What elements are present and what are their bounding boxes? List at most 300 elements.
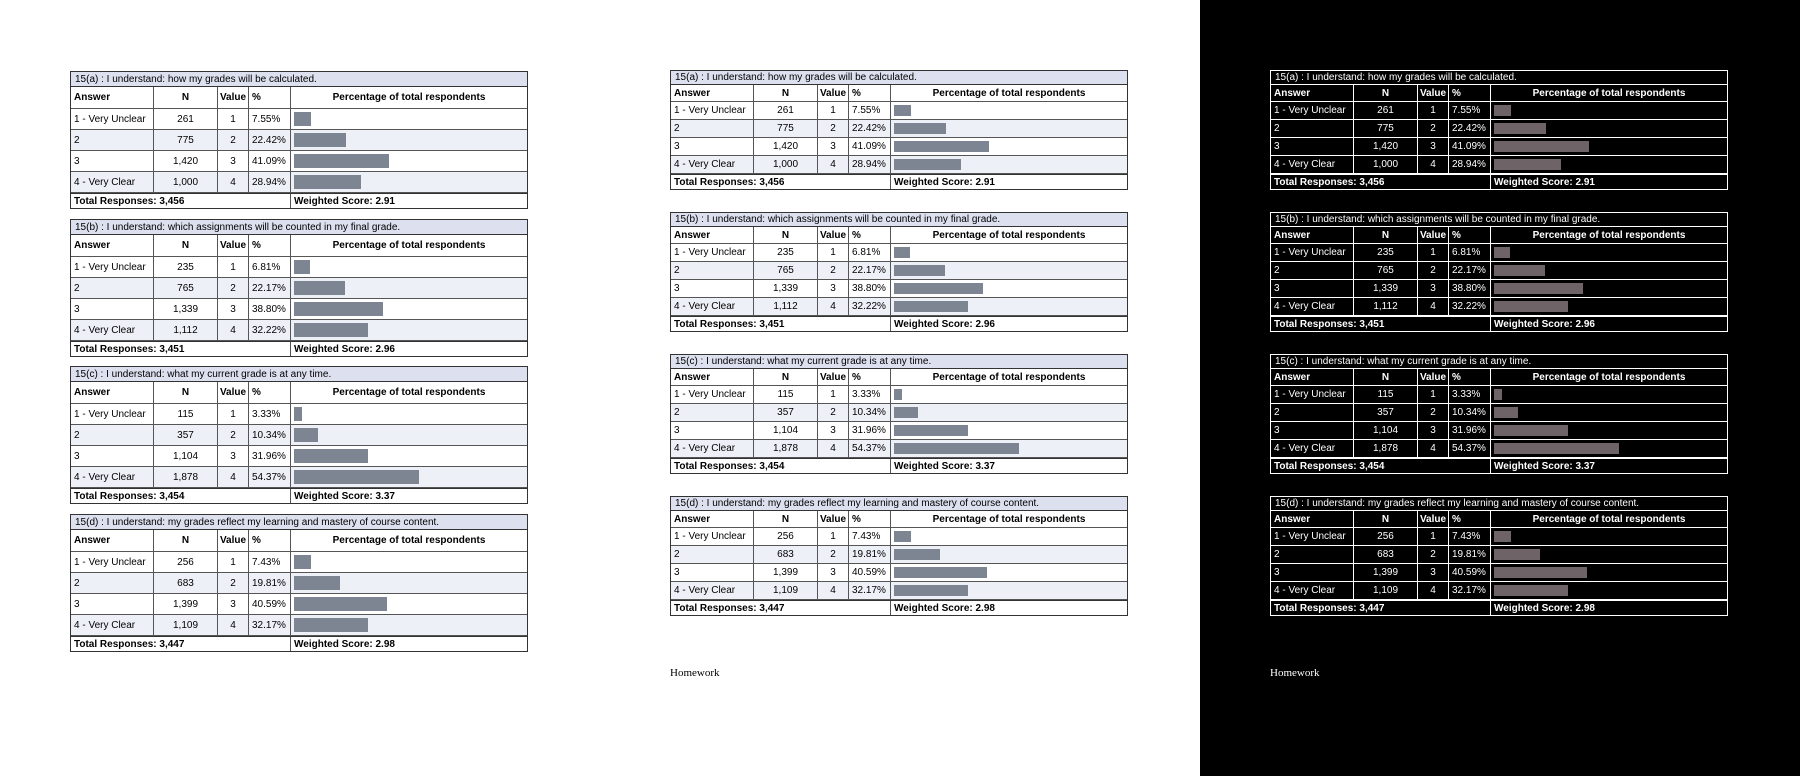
answer-cell: 1 - Very Unclear: [1271, 386, 1354, 403]
column-header: N: [154, 87, 218, 108]
value-cell: 4: [818, 440, 849, 457]
count-cell: 775: [754, 120, 818, 137]
column-header: Value: [1418, 227, 1449, 243]
column-header: Percentage of total respondents: [332, 535, 486, 546]
count-cell: 765: [1354, 262, 1418, 279]
percent-bar: [294, 154, 389, 168]
total-row: [1271, 174, 1727, 189]
column-header: N: [154, 382, 218, 403]
answer-cell: 2: [71, 573, 154, 593]
answer-cell: 4 - Very Clear: [71, 615, 154, 635]
percent-cell: 54.37%: [249, 467, 291, 487]
percent-bar: [894, 105, 911, 117]
value-cell: 1: [818, 244, 849, 261]
column-header: Value: [818, 227, 849, 243]
percent-cell: 40.59%: [1449, 564, 1491, 581]
value-cell: 3: [1418, 280, 1449, 297]
count-cell: 1,109: [754, 582, 818, 599]
value-cell: 1: [218, 257, 249, 277]
percent-bar: [894, 141, 989, 153]
table-row: [671, 528, 1127, 546]
column-header: Percentage of total respondents: [932, 513, 1086, 525]
count-cell: 1,112: [1354, 298, 1418, 315]
percent-bar: [294, 407, 302, 421]
answer-cell: 1 - Very Unclear: [1271, 244, 1354, 261]
column-header: Value: [818, 369, 849, 385]
percent-bar-cell: [891, 404, 1127, 421]
percent-cell: 7.43%: [249, 552, 291, 572]
table-caption: 15(d) : I understand: my grades reflect my learning and mastery of course content.: [71, 515, 527, 530]
column-header: N: [154, 235, 218, 256]
count-cell: 357: [154, 425, 218, 445]
percent-bar-cell: [291, 320, 527, 340]
percent-bar: [894, 283, 983, 295]
table-row: [71, 446, 527, 467]
percent-bar: [1494, 247, 1510, 259]
count-cell: 683: [154, 573, 218, 593]
table-caption: 15(c) : I understand: what my current grade is at any time.: [71, 367, 527, 382]
survey-table: [1270, 354, 1728, 474]
answer-cell: 2: [671, 546, 754, 563]
answer-cell: 4 - Very Clear: [71, 320, 154, 340]
percent-bar-cell: [291, 278, 527, 298]
percent-bar: [294, 597, 387, 611]
percent-bar-cell: [1491, 440, 1727, 457]
percent-bar: [1494, 567, 1587, 579]
column-header: %: [1449, 85, 1491, 101]
column-header: Percentage of total respondents: [1532, 87, 1686, 99]
count-cell: 357: [1354, 404, 1418, 421]
table-caption: 15(a) : I understand: how my grades will be calculated.: [71, 72, 527, 87]
percent-bar-cell: [291, 615, 527, 635]
percent-bar: [1494, 549, 1540, 561]
table-row: [671, 582, 1127, 600]
table-row: [671, 102, 1127, 120]
answer-cell: 4 - Very Clear: [671, 440, 754, 457]
table-row: [671, 262, 1127, 280]
percent-cell: 54.37%: [849, 440, 891, 457]
percent-cell: 32.22%: [249, 320, 291, 340]
percent-bar-cell: [291, 467, 527, 487]
table-row: [1271, 262, 1727, 280]
survey-table: [1270, 212, 1728, 332]
count-cell: 357: [754, 404, 818, 421]
percent-bar-cell: [891, 298, 1127, 315]
count-cell: 765: [754, 262, 818, 279]
table-caption: 15(b) : I understand: which assignments will be counted in my final grade.: [1271, 213, 1727, 227]
count-cell: 1,112: [154, 320, 218, 340]
table-header-row: [71, 382, 527, 404]
value-cell: 4: [1418, 582, 1449, 599]
count-cell: 261: [1354, 102, 1418, 119]
column-header: Answer: [1271, 227, 1354, 243]
value-cell: 4: [1418, 440, 1449, 457]
table-row: [671, 280, 1127, 298]
table-row: [1271, 138, 1727, 156]
percent-bar-cell: [1491, 582, 1727, 599]
total-row: [671, 316, 1127, 331]
percent-cell: 10.34%: [1449, 404, 1491, 421]
percent-bar-cell: [1491, 528, 1727, 545]
count-cell: 775: [1354, 120, 1418, 137]
total-row: [71, 488, 527, 503]
percent-bar: [1494, 531, 1511, 543]
table-row: [1271, 564, 1727, 582]
survey-table: [70, 366, 528, 504]
percent-bar: [894, 425, 968, 437]
answer-cell: 1 - Very Unclear: [71, 109, 154, 129]
percent-bar-cell: [1491, 564, 1727, 581]
survey-table: [670, 70, 1128, 190]
value-cell: 2: [818, 546, 849, 563]
value-cell: 1: [218, 552, 249, 572]
count-cell: 1,420: [1354, 138, 1418, 155]
percent-cell: 3.33%: [849, 386, 891, 403]
table-row: [1271, 422, 1727, 440]
percent-cell: 41.09%: [1449, 138, 1491, 155]
column-header: N: [1354, 85, 1418, 101]
survey-table: [1270, 70, 1728, 190]
column-header: Percentage of total respondents: [932, 87, 1086, 99]
percent-bar-cell: [291, 172, 527, 192]
column-header: Value: [1418, 369, 1449, 385]
answer-cell: 1 - Very Unclear: [671, 244, 754, 261]
table-row: [671, 546, 1127, 564]
percent-bar-cell: [891, 440, 1127, 457]
count-cell: 1,339: [1354, 280, 1418, 297]
value-cell: 4: [1418, 298, 1449, 315]
answer-cell: 2: [1271, 120, 1354, 137]
column-header: %: [1449, 227, 1491, 243]
percent-bar: [294, 576, 340, 590]
percent-cell: 38.80%: [849, 280, 891, 297]
table-header-row: [671, 511, 1127, 528]
percent-cell: 10.34%: [849, 404, 891, 421]
table-header-row: [671, 85, 1127, 102]
column-header: Percentage of total respondents: [1532, 371, 1686, 383]
percent-bar-cell: [291, 594, 527, 614]
total-responses: Total Responses: 3,456: [1271, 175, 1491, 189]
count-cell: 1,878: [154, 467, 218, 487]
column-header: Answer: [1271, 369, 1354, 385]
percent-bar: [294, 618, 368, 632]
count-cell: 261: [154, 109, 218, 129]
value-cell: 3: [1418, 138, 1449, 155]
percent-bar: [294, 260, 310, 274]
percent-bar-cell: [1491, 262, 1727, 279]
percent-bar: [1494, 141, 1589, 153]
percent-bar: [894, 123, 946, 135]
total-responses: Total Responses: 3,447: [671, 601, 891, 615]
percent-bar: [294, 323, 368, 337]
weighted-score: Weighted Score: 3.37: [894, 460, 995, 472]
value-cell: 3: [818, 564, 849, 581]
table-row: [671, 386, 1127, 404]
count-cell: 765: [154, 278, 218, 298]
weighted-score: Weighted Score: 2.96: [1494, 318, 1595, 330]
table-row: [671, 156, 1127, 174]
percent-bar-cell: [291, 109, 527, 129]
column-header: N: [154, 530, 218, 551]
percent-bar-cell: [891, 528, 1127, 545]
column-header: %: [249, 530, 291, 551]
survey-table: [670, 496, 1128, 616]
table-caption: 15(b) : I understand: which assignments will be counted in my final grade.: [671, 213, 1127, 227]
answer-cell: 3: [671, 422, 754, 439]
count-cell: 1,339: [154, 299, 218, 319]
column-header: Percentage of total respondents: [332, 240, 486, 251]
percent-bar-cell: [891, 244, 1127, 261]
percent-bar-cell: [291, 404, 527, 424]
percent-cell: 22.42%: [1449, 120, 1491, 137]
total-responses: Total Responses: 3,447: [71, 637, 291, 651]
count-cell: 1,339: [754, 280, 818, 297]
percent-bar: [294, 302, 383, 316]
table-row: [71, 109, 527, 130]
percent-bar-cell: [291, 425, 527, 445]
table-row: [71, 299, 527, 320]
table-row: [1271, 404, 1727, 422]
survey-table: [70, 71, 528, 209]
page-panel-dark: [1200, 0, 1800, 776]
answer-cell: 4 - Very Clear: [71, 172, 154, 192]
column-header: Answer: [671, 369, 754, 385]
page-footer-label: Homework: [670, 667, 720, 679]
column-header: Answer: [71, 87, 154, 108]
answer-cell: 3: [1271, 280, 1354, 297]
answer-cell: 3: [71, 151, 154, 171]
percent-bar: [1494, 585, 1568, 597]
total-row: [71, 193, 527, 208]
table-row: [671, 404, 1127, 422]
percent-cell: 3.33%: [249, 404, 291, 424]
column-header: %: [1449, 511, 1491, 527]
total-responses: Total Responses: 3,447: [1271, 601, 1491, 615]
column-header: %: [849, 85, 891, 101]
total-responses: Total Responses: 3,451: [71, 342, 291, 356]
table-header-row: [671, 369, 1127, 386]
answer-cell: 3: [71, 299, 154, 319]
value-cell: 1: [1418, 244, 1449, 261]
answer-cell: 2: [71, 278, 154, 298]
column-header: N: [1354, 369, 1418, 385]
value-cell: 3: [218, 151, 249, 171]
percent-cell: 41.09%: [249, 151, 291, 171]
percent-bar-cell: [1491, 120, 1727, 137]
percent-bar: [894, 159, 961, 171]
table-row: [1271, 440, 1727, 458]
table-row: [671, 120, 1127, 138]
count-cell: 1,399: [1354, 564, 1418, 581]
table-row: [671, 138, 1127, 156]
column-header: Percentage of total respondents: [932, 371, 1086, 383]
value-cell: 1: [1418, 102, 1449, 119]
page-panel-middle: [600, 0, 1200, 776]
percent-cell: 7.43%: [1449, 528, 1491, 545]
table-row: [1271, 386, 1727, 404]
total-responses: Total Responses: 3,454: [1271, 459, 1491, 473]
percent-bar: [894, 531, 911, 543]
answer-cell: 1 - Very Unclear: [71, 552, 154, 572]
table-row: [71, 573, 527, 594]
count-cell: 1,104: [1354, 422, 1418, 439]
value-cell: 2: [1418, 120, 1449, 137]
percent-cell: 31.96%: [249, 446, 291, 466]
total-responses: Total Responses: 3,454: [71, 489, 291, 503]
value-cell: 2: [818, 262, 849, 279]
column-header: Value: [218, 530, 249, 551]
percent-cell: 19.81%: [1449, 546, 1491, 563]
count-cell: 256: [1354, 528, 1418, 545]
percent-bar: [894, 265, 945, 277]
total-row: [71, 341, 527, 356]
percent-cell: 32.22%: [1449, 298, 1491, 315]
value-cell: 2: [818, 120, 849, 137]
percent-cell: 32.17%: [249, 615, 291, 635]
total-row: [1271, 316, 1727, 331]
column-header: N: [1354, 227, 1418, 243]
column-header: %: [249, 382, 291, 403]
percent-bar: [894, 567, 987, 579]
count-cell: 235: [754, 244, 818, 261]
table-caption: 15(a) : I understand: how my grades will be calculated.: [671, 71, 1127, 85]
answer-cell: 3: [71, 446, 154, 466]
percent-bar: [894, 585, 968, 597]
table-header-row: [1271, 369, 1727, 386]
percent-bar: [1494, 105, 1511, 117]
table-row: [671, 422, 1127, 440]
value-cell: 3: [1418, 422, 1449, 439]
value-cell: 4: [1418, 156, 1449, 173]
count-cell: 1,109: [1354, 582, 1418, 599]
weighted-score: Weighted Score: 2.98: [1494, 602, 1595, 614]
answer-cell: 1 - Very Unclear: [671, 528, 754, 545]
percent-bar: [294, 428, 318, 442]
answer-cell: 4 - Very Clear: [1271, 440, 1354, 457]
percent-cell: 54.37%: [1449, 440, 1491, 457]
table-row: [71, 594, 527, 615]
percent-cell: 7.55%: [249, 109, 291, 129]
percent-bar-cell: [891, 262, 1127, 279]
column-header: N: [754, 85, 818, 101]
value-cell: 2: [218, 425, 249, 445]
answer-cell: 4 - Very Clear: [671, 582, 754, 599]
answer-cell: 2: [671, 120, 754, 137]
answer-cell: 1 - Very Unclear: [671, 102, 754, 119]
column-header: Answer: [1271, 85, 1354, 101]
table-caption: 15(c) : I understand: what my current grade is at any time.: [671, 355, 1127, 369]
count-cell: 261: [754, 102, 818, 119]
percent-bar: [294, 281, 345, 295]
answer-cell: 3: [671, 564, 754, 581]
table-caption: 15(c) : I understand: what my current grade is at any time.: [1271, 355, 1727, 369]
count-cell: 1,420: [154, 151, 218, 171]
percent-bar: [1494, 265, 1545, 277]
percent-bar: [294, 449, 368, 463]
table-row: [1271, 120, 1727, 138]
table-header-row: [1271, 85, 1727, 102]
column-header: Percentage of total respondents: [332, 92, 486, 103]
percent-cell: 19.81%: [849, 546, 891, 563]
percent-cell: 41.09%: [849, 138, 891, 155]
percent-bar-cell: [291, 552, 527, 572]
answer-cell: 2: [671, 404, 754, 421]
value-cell: 1: [818, 102, 849, 119]
percent-cell: 7.55%: [1449, 102, 1491, 119]
answer-cell: 4 - Very Clear: [671, 156, 754, 173]
table-header-row: [1271, 227, 1727, 244]
count-cell: 1,420: [754, 138, 818, 155]
percent-bar: [294, 133, 346, 147]
percent-bar-cell: [891, 102, 1127, 119]
table-row: [71, 552, 527, 573]
survey-table: [670, 212, 1128, 332]
column-header: Percentage of total respondents: [932, 229, 1086, 241]
column-header: Percentage of total respondents: [1532, 513, 1686, 525]
answer-cell: 3: [1271, 564, 1354, 581]
percent-bar: [294, 175, 361, 189]
weighted-score: Weighted Score: 2.91: [1494, 176, 1595, 188]
table-row: [671, 244, 1127, 262]
page-panel-left: [0, 0, 600, 776]
percent-bar-cell: [891, 564, 1127, 581]
count-cell: 683: [1354, 546, 1418, 563]
column-header: Value: [818, 85, 849, 101]
percent-bar-cell: [891, 138, 1127, 155]
percent-bar-cell: [891, 386, 1127, 403]
value-cell: 3: [818, 422, 849, 439]
count-cell: 1,878: [1354, 440, 1418, 457]
answer-cell: 2: [671, 262, 754, 279]
percent-bar-cell: [291, 130, 527, 150]
percent-bar-cell: [891, 546, 1127, 563]
percent-bar-cell: [891, 422, 1127, 439]
table-header-row: [71, 530, 527, 552]
answer-cell: 3: [1271, 422, 1354, 439]
column-header: Answer: [671, 85, 754, 101]
table-row: [671, 440, 1127, 458]
percent-bar-cell: [1491, 298, 1727, 315]
percent-bar: [294, 112, 311, 126]
answer-cell: 1 - Very Unclear: [71, 257, 154, 277]
answer-cell: 1 - Very Unclear: [71, 404, 154, 424]
weighted-score: Weighted Score: 2.98: [294, 638, 395, 650]
table-row: [671, 298, 1127, 316]
count-cell: 235: [1354, 244, 1418, 261]
table-row: [71, 257, 527, 278]
table-row: [671, 564, 1127, 582]
column-header: Percentage of total respondents: [1532, 229, 1686, 241]
answer-cell: 2: [1271, 262, 1354, 279]
count-cell: 1,000: [754, 156, 818, 173]
value-cell: 1: [218, 109, 249, 129]
percent-bar-cell: [1491, 422, 1727, 439]
percent-bar-cell: [1491, 102, 1727, 119]
column-header: Value: [218, 235, 249, 256]
percent-bar-cell: [291, 257, 527, 277]
count-cell: 1,399: [154, 594, 218, 614]
table-row: [71, 130, 527, 151]
column-header: %: [849, 369, 891, 385]
table-row: [71, 615, 527, 636]
percent-cell: 22.17%: [1449, 262, 1491, 279]
percent-bar-cell: [891, 120, 1127, 137]
percent-bar: [894, 549, 940, 561]
percent-cell: 7.43%: [849, 528, 891, 545]
column-header: %: [249, 87, 291, 108]
answer-cell: 2: [1271, 404, 1354, 421]
table-row: [1271, 528, 1727, 546]
